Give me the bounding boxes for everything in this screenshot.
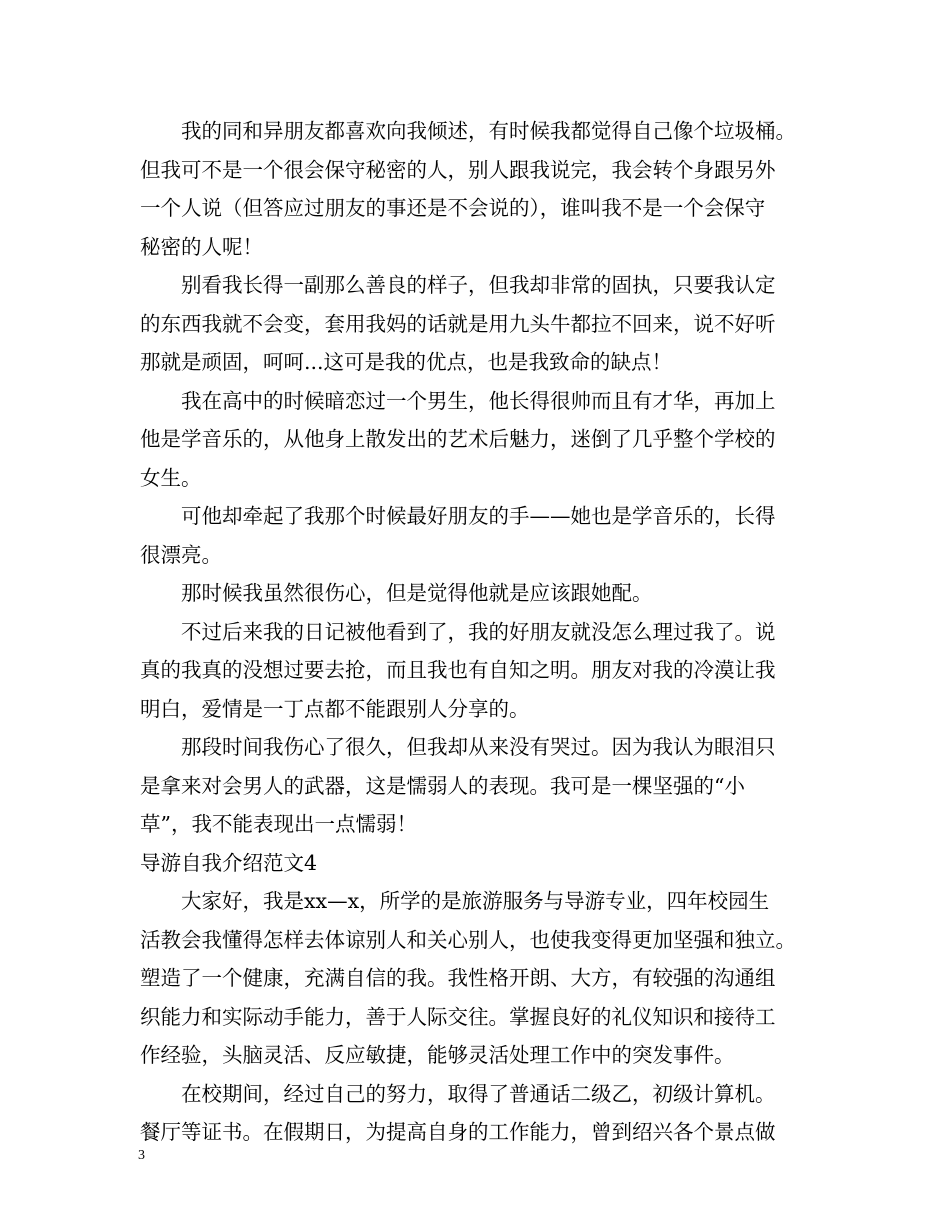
text-line: 女生。 xyxy=(140,465,202,490)
text-line: 的东西我就不会变，套用我妈的话就是用九头牛都拉不回来，说不好听 xyxy=(140,311,776,336)
text-line: 在校期间，经过自己的努力，取得了普通话二级乙，初级计算机。 xyxy=(181,1081,776,1106)
section-heading: 导游自我介绍范文4 xyxy=(140,850,318,875)
text-line: 我的同和异朋友都喜欢向我倾述，有时候我都觉得自己像个垃圾桶。 xyxy=(181,119,796,143)
text-line: 真的我真的没想过要去抢，而且我也有自知之明。朋友对我的冷漠让我 xyxy=(140,658,776,682)
text-line: 秘密的人呢！ xyxy=(140,234,263,259)
text-line: 一个人说（但答应过朋友的事还是不会说的），谁叫我不是一个会保守 xyxy=(140,196,766,220)
text-line: 我在高中的时候暗恋过一个男生，他长得很帅而且有才华，再加上 xyxy=(181,388,776,413)
text-line: 作经验，头脑灵活、反应敏捷，能够灵活处理工作中的突发事件。 xyxy=(140,1043,735,1067)
text-line: 草”，我不能表现出一点懦弱！ xyxy=(140,812,417,836)
text-line: 织能力和实际动手能力，善于人际交往。掌握良好的礼仪知识和接待工 xyxy=(140,1004,776,1029)
text-line: 那段时间我伤心了很久，但我却从来没有哭过。因为我认为眼泪只 xyxy=(181,735,776,759)
text-line: 很漂亮。 xyxy=(140,542,222,567)
text-line: 但我可不是一个很会保守秘密的人，别人跟我说完，我会转个身跟另外 xyxy=(140,157,776,182)
text-line: 大家好，我是xx—x，所学的是旅游服务与导游专业，四年校园生 xyxy=(181,889,770,913)
text-line: 活教会我懂得怎样去体谅别人和关心别人，也使我变得更加坚强和独立。 xyxy=(140,927,796,952)
document-body xyxy=(140,112,810,1152)
text-line: 那时候我虽然很伤心，但是觉得他就是应该跟她配。 xyxy=(181,581,653,605)
text-line: 明白，爱情是一丁点都不能跟别人分享的。 xyxy=(140,696,530,721)
text-line: 塑造了一个健康，充满自信的我。我性格开朗、大方，有较强的沟通组 xyxy=(140,966,776,990)
text-line: 那就是顽固，呵呵...这可是我的优点，也是我致命的缺点！ xyxy=(140,350,673,374)
text-line: 是拿来对会男人的武器，这是懦弱人的表现。我可是一棵坚强的“小 xyxy=(140,773,745,798)
text-line: 别看我长得一副那么善良的样子，但我却非常的固执，只要我认定 xyxy=(181,273,776,297)
text-line: 可他却牵起了我那个时候最好朋友的手——她也是学音乐的，长得 xyxy=(181,504,776,528)
page-number: 3 xyxy=(138,1148,145,1163)
text-line: 餐厅等证书。在假期日，为提高自身的工作能力，曾到绍兴各个景点做 xyxy=(140,1120,776,1144)
text-line: 他是学音乐的，从他身上散发出的艺术后魅力，迷倒了几乎整个学校的 xyxy=(140,427,776,451)
text-line: 不过后来我的日记被他看到了，我的好朋友就没怎么理过我了。说 xyxy=(181,619,776,644)
